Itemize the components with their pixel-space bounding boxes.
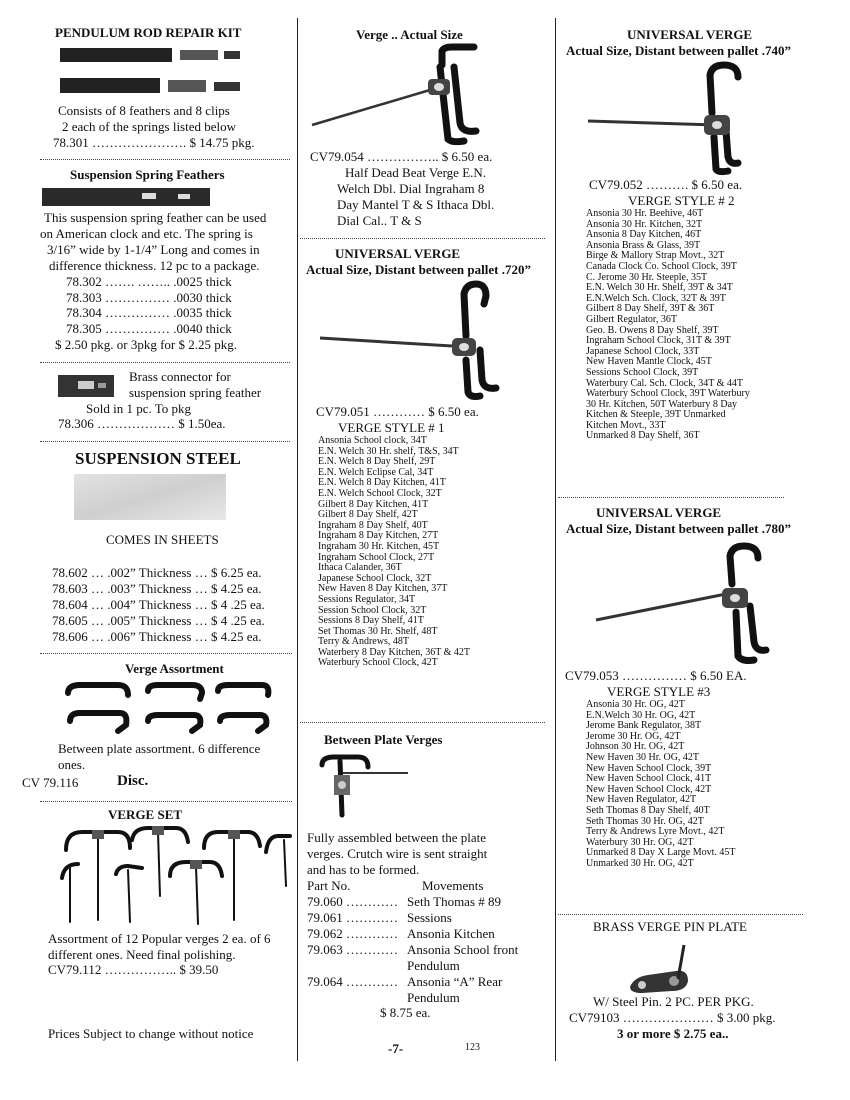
brass-pin-plate-image [628, 941, 700, 995]
verge-list-item: Terry & Andrews, 48T [318, 636, 409, 648]
verge-list-item: E.N.Welch 30 Hr. OG, 42T [586, 709, 696, 721]
divider [40, 362, 290, 363]
universal-740-style: VERGE STYLE # 2 [628, 193, 735, 208]
verge-list-item: E.N.Welch Sch. Clock, 32T & 39T [586, 292, 726, 304]
between-plate-image [318, 751, 408, 821]
divider [40, 441, 290, 442]
verge-list-item: Set Thomas 30 Hr. Shelf, 48T [318, 625, 438, 637]
between-plate-part-no: 79.061 ………… [307, 910, 398, 925]
between-plate-movement: Sessions [407, 910, 452, 925]
verge-list-item: Gilbert Regulator, 36T [586, 313, 677, 325]
verge-list-item: Japanese School Clock, 33T [586, 345, 700, 357]
verge-list-item: Ansonia School clock, 34T [318, 435, 427, 446]
between-plate-desc-1: Fully assembled between the plate [307, 830, 487, 845]
feathers-desc-2: on American clock and etc. The spring is [40, 226, 253, 241]
verge-assortment-title: Verge Assortment [125, 661, 224, 676]
divider [558, 914, 803, 915]
verge-actual-title: Verge .. Actual Size [356, 27, 463, 42]
verge-list-item: New Haven School Clock, 42T [586, 783, 712, 795]
verge-list-item: Ansonia 30 Hr. OG, 42T [586, 699, 685, 710]
verge-list-item: New Haven 30 Hr. OG, 42T [586, 751, 700, 763]
price-notice: Prices Subject to change without notice [48, 1026, 254, 1041]
universal-740-price: CV79.052 ………. $ 6.50 ea. [589, 177, 743, 192]
verge-set-price: CV79.112 …………….. $ 39.50 [48, 962, 219, 977]
verge-list-item: Geo. B. Owens 8 Day Shelf, 39T [586, 324, 719, 336]
suspension-steel-item: 78.605 … .005” Thickness … $ 4 .25 ea. [52, 613, 265, 628]
verge-list-item: Sessions Regulator, 34T [318, 593, 416, 605]
connector-image [58, 375, 114, 397]
verge-list-item: E.N. Welch 30 Hr. shelf, T&S, 34T [318, 445, 459, 457]
column-divider-left [297, 18, 298, 1061]
verge-list-item: Ansonia 30 Hr. Beehive, 46T [586, 208, 704, 219]
universal-720-style: VERGE STYLE # 1 [338, 420, 445, 435]
connector-price: 78.306 ……………… $ 1.50ea. [58, 416, 226, 431]
verge-set-desc-1: Assortment of 12 Popular verges 2 ea. of 6 [48, 931, 271, 946]
universal-780-image [596, 542, 772, 666]
feathers-desc-3: 3/16” wide by 1-1/4” Long and comes in [47, 242, 260, 257]
verge-list-item: Ingraham 8 Day Shelf, 40T [318, 519, 428, 531]
verge-list-item: New Haven School Clock, 39T [586, 762, 712, 774]
feathers-item: 78.305 …………… .0040 thick [66, 321, 232, 336]
verge-list-item: C. Jerome 30 Hr. Steeple, 35T [586, 271, 708, 283]
verge-list-item: Seth Thomas 30 Hr. OG, 42T [586, 815, 704, 827]
pendulum-kit-image [60, 46, 240, 102]
verge-list-item: Kitchen Movt., 33T [586, 419, 666, 431]
verge-list-item: Session School Clock, 32T [318, 604, 427, 616]
between-plate-movement: Pendulum [407, 958, 460, 973]
verge-list-item: Ingraham School Clock, 27T [318, 551, 435, 563]
connector-desc-2: suspension spring feather [129, 385, 262, 400]
verge-set-desc-2: different ones. Need final polishing. [48, 947, 236, 962]
verge-list-item: Jerome 30 Hr. OG, 42T [586, 730, 681, 742]
verge-list-item: Gilbert 8 Day Shelf, 42T [318, 509, 418, 521]
verge-list-item: Ansonia Brass & Glass, 39T [586, 239, 701, 251]
verge-list-item: E.N. Welch School Clock, 32T [318, 487, 442, 499]
verge-list-item: Ingraham 8 Day Kitchen, 27T [318, 530, 439, 542]
feathers-item: 78.304 …………… .0035 thick [66, 305, 232, 320]
verge-list-item: Birge & Mallory Strap Movt., 32T [586, 250, 725, 262]
verge-list-item: Canada Clock Co. School Clock, 39T [586, 260, 737, 272]
verge-assortment-image [62, 681, 276, 739]
verge-list-item: New Haven 8 Day Kitchen, 37T [318, 583, 448, 595]
universal-740-subtitle: Actual Size, Distant between pallet .740” [566, 43, 791, 58]
universal-720-list [318, 436, 470, 669]
verge-actual-image [312, 43, 482, 147]
brass-pin-plate-price: CV79103 ………………… $ 3.00 pkg. [569, 1010, 776, 1025]
suspension-steel-image [74, 474, 226, 520]
verge-set-image [58, 826, 296, 926]
feathers-desc-1: This suspension spring feather can be used [44, 210, 267, 225]
suspension-steel-item: 78.606 … .006” Thickness … $ 4.25 ea. [52, 629, 262, 644]
verge-list-item: Ansonia 8 Day Kitchen, 46T [586, 229, 702, 241]
verge-actual-desc-1: Half Dead Beat Verge E.N. [345, 165, 487, 180]
verge-list-item: Seth Thomas 8 Day Shelf, 40T [586, 804, 710, 816]
universal-740-title: UNIVERSAL VERGE [627, 27, 753, 42]
verge-list-item: E.N. Welch 30 Hr. Shelf, 39T & 34T [586, 282, 733, 294]
verge-list-item: Unmarked 30 Hr. OG, 42T [586, 857, 694, 869]
verge-list-item: New Haven Mantle Clock, 45T [586, 356, 712, 368]
verge-list-item: New Haven School Clock, 41T [586, 773, 712, 785]
universal-740-list [586, 209, 750, 442]
verge-assortment-desc-1: Between plate assortment. 6 difference [58, 741, 261, 756]
verge-list-item: Terry & Andrews Lyre Movt., 42T [586, 826, 725, 838]
between-plate-desc-2: verges. Crutch wire is sent straight [307, 846, 488, 861]
divider [558, 497, 784, 498]
divider [300, 238, 545, 239]
brass-pin-plate-desc: W/ Steel Pin. 2 PC. PER PKG. [593, 994, 754, 1009]
verge-actual-desc-2: Welch Dbl. Dial Ingraham 8 [337, 181, 485, 196]
suspension-steel-subtitle: COMES IN SHEETS [106, 532, 219, 547]
divider [300, 722, 545, 723]
universal-740-image [588, 61, 764, 177]
feathers-image [42, 185, 210, 209]
universal-720-subtitle: Actual Size, Distant between pallet .720” [306, 262, 531, 277]
verge-list-item: E.N. Welch Eclipse Cal, 34T [318, 466, 434, 478]
universal-780-title: UNIVERSAL VERGE [596, 505, 722, 520]
pendulum-kit-desc-2: 2 each of the springs listed below [62, 119, 237, 134]
pendulum-kit-desc-1: Consists of 8 feathers and 8 clips [58, 103, 230, 118]
verge-list-item: Waterbury 30 Hr. OG, 42T [586, 836, 694, 848]
verge-list-item: Unmarked 8 Day X Large Movt. 45T [586, 847, 736, 859]
universal-780-price: CV79.053 …………… $ 6.50 EA. [565, 668, 747, 683]
feathers-item: 78.302 ……. …….. .0025 thick [66, 274, 232, 289]
between-plate-movement: Pendulum [407, 990, 460, 1005]
verge-list-item: Sessions School Clock, 39T [586, 366, 699, 378]
verge-list-item: Ingraham 30 Hr. Kitchen, 45T [318, 540, 440, 552]
between-plate-movement: Ansonia “A” Rear [407, 974, 503, 989]
connector-desc-3: Sold in 1 pc. To pkg [86, 401, 192, 416]
between-plate-header-movements: Movements [422, 878, 484, 893]
verge-list-item: Ansonia 30 Hr. Kitchen, 32T [586, 218, 703, 230]
verge-list-item: Waterbury School Clock, 42T [318, 657, 438, 669]
divider [40, 159, 290, 160]
verge-actual-desc-4: Dial Cal.. T & S [337, 213, 422, 228]
verge-actual-desc-3: Day Mantel T & S Ithaca Dbl. [337, 197, 495, 212]
between-plate-movement: Ansonia Kitchen [407, 926, 495, 941]
pendulum-kit-price: 78.301 …………………. $ 14.75 pkg. [53, 135, 255, 150]
pendulum-kit-title: PENDULUM ROD REPAIR KIT [55, 25, 242, 40]
universal-720-price: CV79.051 ………… $ 6.50 ea. [316, 404, 479, 419]
feathers-desc-4: difference thickness. 12 pc to a package. [49, 258, 260, 273]
verge-list-item: Japanese School Clock, 32T [318, 572, 432, 584]
suspension-steel-title: SUSPENSION STEEL [75, 449, 241, 468]
feathers-title: Suspension Spring Feathers [70, 167, 225, 182]
universal-780-style: VERGE STYLE #3 [607, 684, 711, 699]
verge-list-item: Unmarked 8 Day Shelf, 36T [586, 430, 700, 442]
suspension-steel-item: 78.603 … .003” Thickness … $ 4.25 ea. [52, 581, 262, 596]
page-number: 123 [465, 1042, 480, 1053]
universal-780-subtitle: Actual Size, Distant between pallet .780” [566, 521, 791, 536]
verge-list-item: 30 Hr. Kitchen, 50T Waterbury 8 Day [586, 398, 738, 410]
verge-list-item: Gilbert 8 Day Shelf, 39T & 36T [586, 303, 715, 315]
page-label: -7- [388, 1041, 404, 1056]
brass-pin-plate-deal: 3 or more $ 2.75 ea.. [617, 1026, 729, 1041]
verge-set-title: VERGE SET [108, 807, 183, 822]
connector-desc-1: Brass connector for [129, 369, 231, 384]
verge-list-item: E.N. Welch 8 Day Kitchen, 41T [318, 477, 446, 489]
brass-pin-plate-title: BRASS VERGE PIN PLATE [593, 919, 747, 934]
verge-list-item: Waterbury Cal. Sch. Clock, 34T & 44T [586, 377, 744, 389]
verge-list-item: Jerome Bank Regulator, 38T [586, 720, 702, 732]
verge-assortment-code: CV 79.116 [22, 775, 79, 790]
verge-assortment-status: Disc. [117, 773, 149, 789]
feathers-price: $ 2.50 pkg. or 3pkg for $ 2.25 pkg. [55, 337, 237, 352]
divider [40, 653, 292, 654]
between-plate-movement: Ansonia School front [407, 942, 519, 957]
verge-list-item: Waterbury School Clock, 39T Waterbury [586, 388, 750, 400]
universal-720-title: UNIVERSAL VERGE [335, 246, 461, 261]
between-plate-part-no: 79.064 ………… [307, 974, 398, 989]
between-plate-part-no: 79.063 ………… [307, 942, 398, 957]
verge-list-item: New Haven Regulator, 42T [586, 794, 697, 806]
verge-list-item: Kitchen & Steeple, 39T Unmarked [586, 409, 726, 421]
verge-list-item: E.N. Welch 8 Day Shelf, 29T [318, 456, 436, 468]
between-plate-part-no: 79.062 ………… [307, 926, 398, 941]
verge-list-item: Gilbert 8 Day Kitchen, 41T [318, 498, 429, 510]
between-plate-price: $ 8.75 ea. [380, 1005, 431, 1020]
verge-list-item: Ithaca Calander, 36T [318, 562, 402, 574]
universal-780-list [586, 700, 736, 870]
universal-720-image [320, 280, 500, 400]
verge-assortment-desc-2: ones. [58, 757, 86, 772]
verge-list-item: Sessions 8 Day Shelf, 41T [318, 615, 424, 627]
between-plate-part-no: 79.060 ………… [307, 894, 398, 909]
between-plate-desc-3: and has to be formed. [307, 862, 420, 877]
suspension-steel-item: 78.604 … .004” Thickness … $ 4 .25 ea. [52, 597, 265, 612]
verge-list-item: Johnson 30 Hr. OG, 42T [586, 741, 685, 753]
between-plate-header-part: Part No. [307, 878, 351, 893]
feathers-item: 78.303 …………… .0030 thick [66, 290, 232, 305]
between-plate-title: Between Plate Verges [324, 732, 443, 747]
verge-list-item: Waterbery 8 Day Kitchen, 36T & 42T [318, 646, 471, 658]
verge-list-item: Ingraham School Clock, 31T & 39T [586, 335, 731, 347]
column-divider-right [555, 18, 556, 1061]
between-plate-movement: Seth Thomas # 89 [407, 894, 502, 909]
verge-actual-price: CV79.054 …………….. $ 6.50 ea. [310, 149, 493, 164]
suspension-steel-item: 78.602 … .002” Thickness … $ 6.25 ea. [52, 565, 262, 580]
divider [40, 801, 292, 802]
